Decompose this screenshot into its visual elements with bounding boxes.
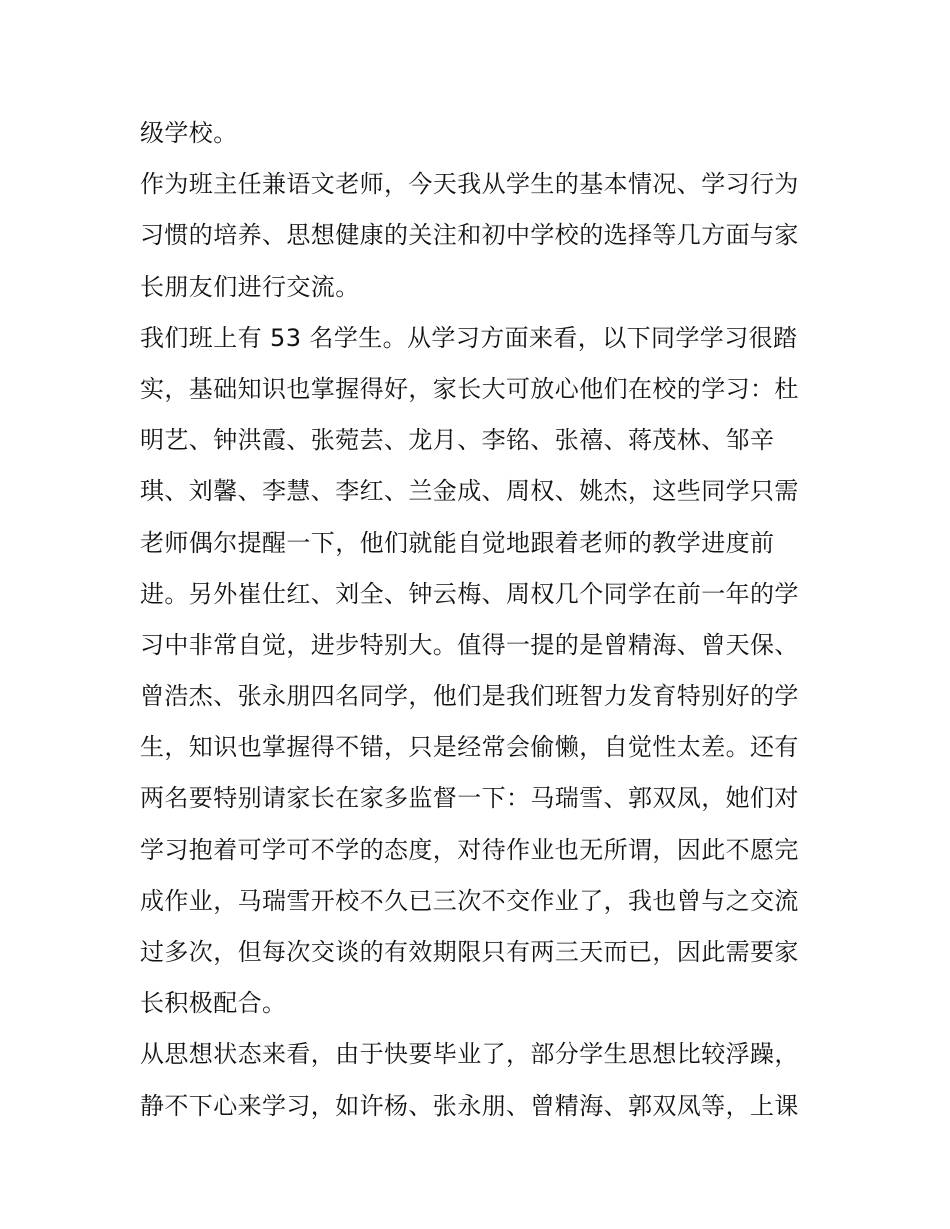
text-line: 长朋友们进行交流。 — [140, 272, 360, 301]
text-line: 过多次，但每次交谈的有效期限只有两三天而已，因此需要家 — [140, 938, 799, 966]
text-line: 琪、刘馨、李慧、李红、兰金成、周权、姚杰，这些同学只需 — [140, 477, 799, 506]
text-line: 作为班主任兼语文老师，今天我从学生的基本情况、学习行为 — [140, 170, 799, 199]
text-line: 曾浩杰、张永朋四名同学，他们是我们班智力发育特别好的学 — [140, 682, 799, 711]
text-line: 实，基础知识也掌握得好，家长大可放心他们在校的学习：杜 — [140, 374, 799, 403]
text-line: 学习抱着可学可不学的态度，对待作业也无所谓，因此不愿完 — [140, 835, 799, 864]
text-line: 生，知识也掌握得不错，只是经常会偷懒，自觉性太差。还有 — [140, 733, 799, 762]
paragraph-introduction — [140, 159, 820, 313]
text-line: 成作业，马瑞雪开校不久已三次不交作业了，我也曾与之交流 — [140, 886, 799, 915]
paragraph-continuation — [140, 108, 820, 159]
text-line: 老师偶尔提醒一下，他们就能自觉地跟着老师的教学进度前 — [140, 528, 775, 557]
text-line: 习惯的培养、思想健康的关注和初中学校的选择等几方面与家 — [140, 221, 799, 250]
text-line: 进。另外崔仕红、刘全、钟云梅、周权几个同学在前一年的学 — [140, 579, 799, 608]
document-page — [140, 108, 820, 1132]
text-line: 从思想状态来看，由于快要毕业了，部分学生思想比较浮躁， — [140, 1040, 799, 1069]
paragraph-mental-state — [140, 1029, 820, 1131]
text-line: 明艺、钟洪霞、张菀芸、龙月、李铭、张禧、蒋茂林、邹辛 — [140, 426, 775, 455]
text-line: 我们班上有 53 名学生。从学习方面来看，以下同学学习很踏 — [140, 323, 798, 352]
text-line: 两名要特别请家长在家多监督一下：马瑞雪、郭双凤，她们对 — [140, 784, 799, 813]
text-line: 静不下心来学习，如许杨、张永朋、曾精海、郭双凤等，上课 — [140, 1091, 799, 1120]
text-line: 习中非常自觉，进步特别大。值得一提的是曾精海、曾天保、 — [140, 630, 799, 659]
text-line: 级学校。 — [140, 119, 238, 147]
text-line: 长积极配合。 — [140, 989, 287, 1018]
paragraph-study-situation — [140, 313, 820, 1030]
